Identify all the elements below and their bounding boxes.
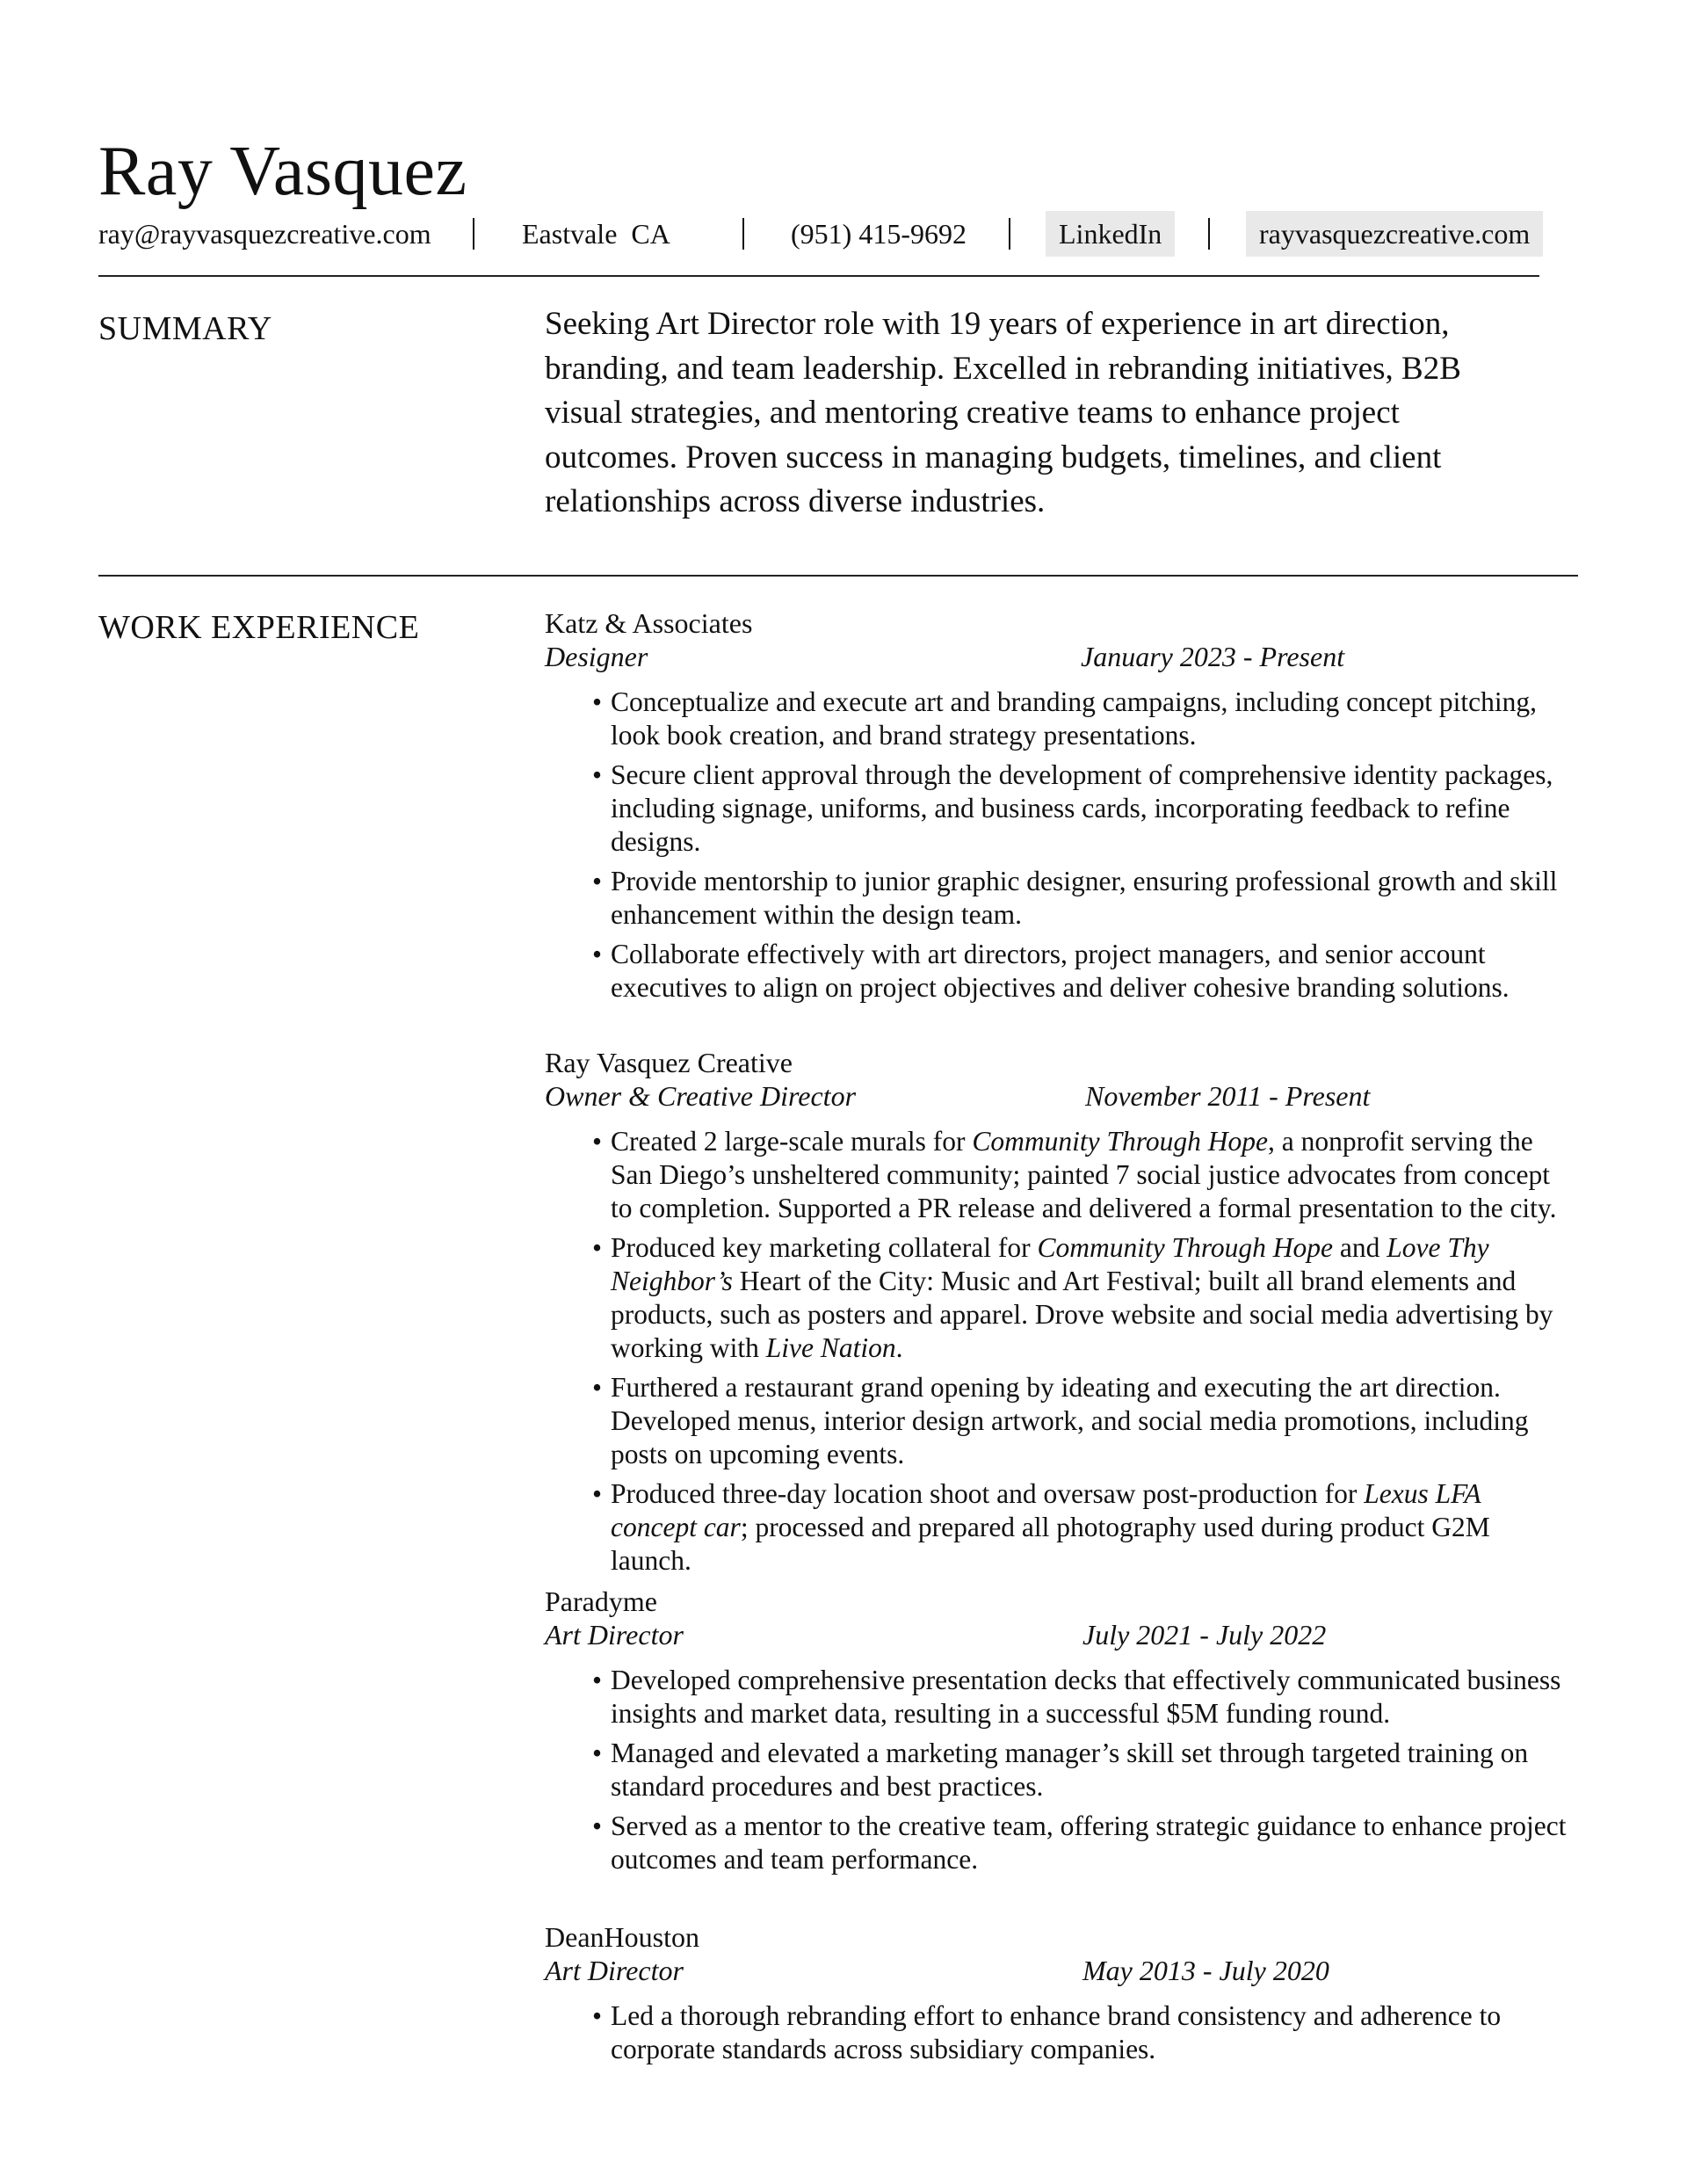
job-entry (545, 606, 1573, 1011)
work-experience-heading: WORK EXPERIENCE (98, 609, 420, 646)
job-bullets (545, 1125, 1573, 1578)
bullet-item: • Provide mentorship to junior graphic designer, ensuring professional growth and skill enhancement within the design team. (545, 865, 1573, 932)
job-dates: November 2011 - Present (1085, 1080, 1371, 1112)
summary-heading: SUMMARY (98, 310, 272, 347)
job-entry (545, 1046, 1573, 1584)
italic-title: Live Nation (765, 1332, 896, 1363)
website-link[interactable]: rayvasquezcreative.com (1246, 211, 1543, 257)
job-dates: May 2013 - July 2020 (1082, 1955, 1329, 1986)
role-line (545, 1954, 1573, 1987)
header-divider (98, 275, 1539, 277)
bullet-item: • Furthered a restaurant grand opening by ideating and executing the art direction. Developed menus, interior design artwork, and social media promotions, including posts on upcoming events. (545, 1371, 1573, 1471)
candidate-name: Ray Vasquez (98, 133, 467, 210)
job-role: Owner & Creative Director (545, 1080, 857, 1112)
bullet-item: • Developed comprehensive presentation decks that effectively communicated business insights and market data, resulting in a successful $5M funding round. (545, 1664, 1573, 1731)
section-divider (98, 575, 1578, 577)
italic-title: Community Through Hope (1037, 1232, 1334, 1263)
company-name: Ray Vasquez Creative (545, 1047, 793, 1078)
bullet-item: • Produced three-day location shoot and oversaw post-production for Lexus LFA concept car; processed and prepared all photography used during product G2M launch. (545, 1477, 1573, 1578)
job-role: Designer (545, 641, 648, 672)
contact-email[interactable]: ray@rayvasquezcreative.com (98, 218, 431, 250)
job-role: Art Director (545, 1619, 684, 1651)
contact-phone: (951) 415-9692 (791, 218, 967, 250)
italic-title: Love Thy Neighbor’s (611, 1232, 1489, 1296)
summary-text: Seeking Art Director role with 19 years of experience in art direction, branding, and team leadership. Excelled in rebranding initiatives, B2B visual strategies, and mentoring creative teams to enhance project outcomes. Proven success in managing budgets, timelines, and client relationships across diverse industries. (545, 306, 1461, 519)
bullet-item: • Led a thorough rebranding effort to enhance brand consistency and adherence to corporate standards across subsidiary companies. (545, 1999, 1573, 2066)
job-bullets (545, 1664, 1573, 1876)
linkedin-link[interactable]: LinkedIn (1046, 211, 1175, 257)
job-entry (545, 1585, 1573, 1883)
company-name: Paradyme (545, 1585, 657, 1617)
bullet-item: • Created 2 large-scale murals for Community Through Hope, a nonprofit serving the San Diego’s unsheltered community; painted 7 social justice advocates from concept to completion. Supported a PR release and delivered a formal presentation to the city. (545, 1125, 1573, 1225)
bullet-item: • Served as a mentor to the creative team, offering strategic guidance to enhance project outcomes and team performance. (545, 1810, 1573, 1876)
bullet-item: • Collaborate effectively with art directors, project managers, and senior account executives to align on project objectives and deliver cohesive branding solutions. (545, 938, 1573, 1005)
role-line (545, 1079, 1573, 1113)
contact-location: Eastvale CA (522, 218, 670, 250)
bullet-item: • Managed and elevated a marketing manager’s skill set through targeted training on standard procedures and best practices. (545, 1737, 1573, 1803)
company-name: Katz & Associates (545, 607, 753, 639)
job-dates: January 2023 - Present (1081, 641, 1345, 672)
bullet-item: • Produced key marketing collateral for Community Through Hope and Love Thy Neighbor’s Heart of the City: Music and Art Festival; built all brand elements and products, such as posters and apparel. Drove website and social media advertising by working with Live Nation. (545, 1231, 1573, 1365)
contact-divider (1009, 218, 1010, 250)
bullet-item: • Secure client approval through the development of comprehensive identity packages, including signage, uniforms, and business cards, incorporating feedback to refine designs. (545, 758, 1573, 859)
italic-title: Community Through Hope (972, 1126, 1268, 1157)
job-bullets (545, 686, 1573, 1005)
bullet-item: • Conceptualize and execute art and branding campaigns, including concept pitching, look book creation, and brand strategy presentations. (545, 686, 1573, 752)
job-bullets (545, 1999, 1573, 2066)
job-dates: July 2021 - July 2022 (1082, 1619, 1327, 1651)
contact-divider (1208, 218, 1210, 250)
italic-title: Lexus LFA concept car (611, 1478, 1481, 1542)
job-role: Art Director (545, 1955, 684, 1986)
role-line (545, 640, 1573, 673)
contact-divider (473, 218, 474, 250)
job-entry (545, 1920, 1573, 2072)
role-line (545, 1618, 1573, 1651)
company-name: DeanHouston (545, 1921, 699, 1953)
contact-divider (742, 218, 744, 250)
